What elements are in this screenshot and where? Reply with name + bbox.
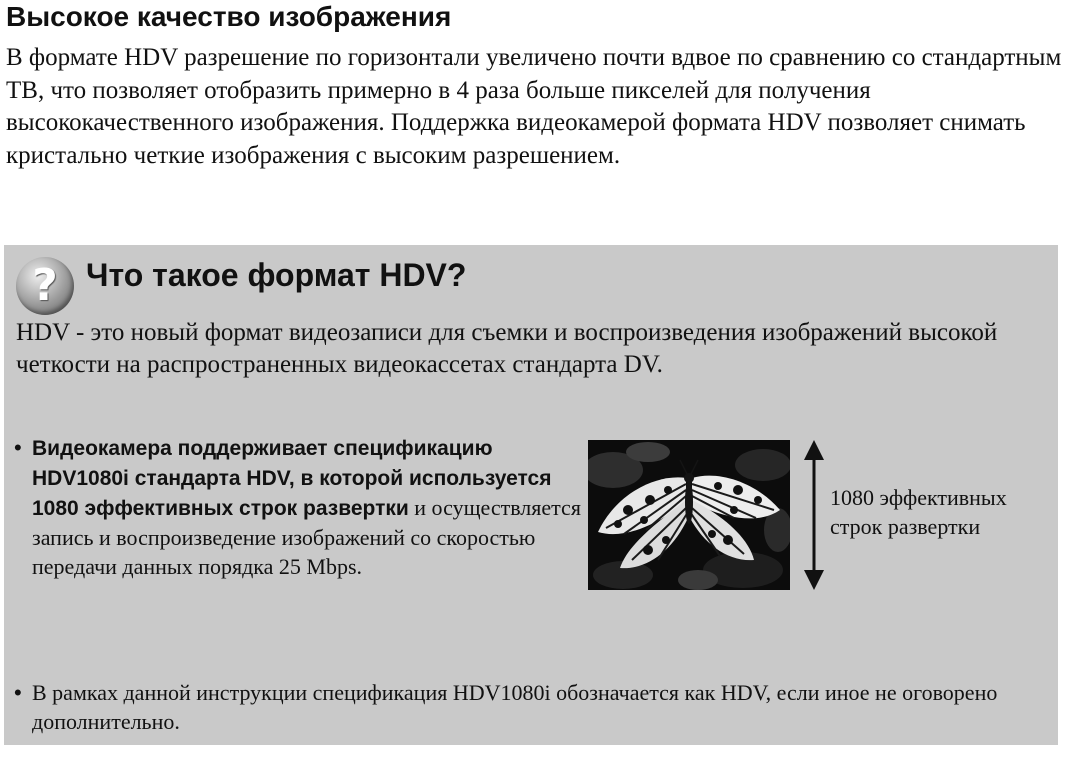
butterfly-photo <box>588 440 790 590</box>
info-box-title: Что такое формат HDV? <box>86 257 467 293</box>
question-icon: ? <box>16 257 74 315</box>
double-arrow-icon <box>802 440 826 590</box>
bullet-normal-text: и осуществляется запись и воспроизведение изображений со скоростью передачи данных порядка 25 Mbps. <box>32 495 581 579</box>
bullet-item-spec <box>14 433 589 581</box>
butterfly-image <box>588 440 790 590</box>
bullet-marker: • <box>14 680 22 705</box>
info-box <box>4 245 1058 745</box>
info-box-description: HDV - это новый формат видеозаписи для съемки и воспроизведения изображений высокой четкости на распространенных видеокассетах стандарта DV. <box>16 319 998 378</box>
section-heading: Высокое качество изображения <box>6 1 452 32</box>
bullet-item-note <box>14 678 1054 736</box>
bullet-strong-text: Видеокамера поддерживает спецификацию HDV1080i стандарта HDV, в которой используется 1080 эффективных строк развертки <box>32 437 552 520</box>
bullet-marker: • <box>14 435 22 460</box>
bullet-text <box>32 433 589 581</box>
photo-caption: 1080 эффективных строк развертки <box>830 485 1007 539</box>
intro-paragraph: В формате HDV разрешение по горизонтали увеличено почти вдвое по сравнению со стандартным ТВ, что позволяет отобразить примерно в 4 раза больше пикселей для получения высококачественного изображения. Поддержка видеокамерой формата HDV позволяет снимать кристально четкие изображения с высоким разрешением. <box>6 44 1062 169</box>
bullet-note-text: В рамках данной инструкции спецификация HDV1080i обозначается как HDV, если иное не оговорено дополнительно. <box>32 680 998 734</box>
